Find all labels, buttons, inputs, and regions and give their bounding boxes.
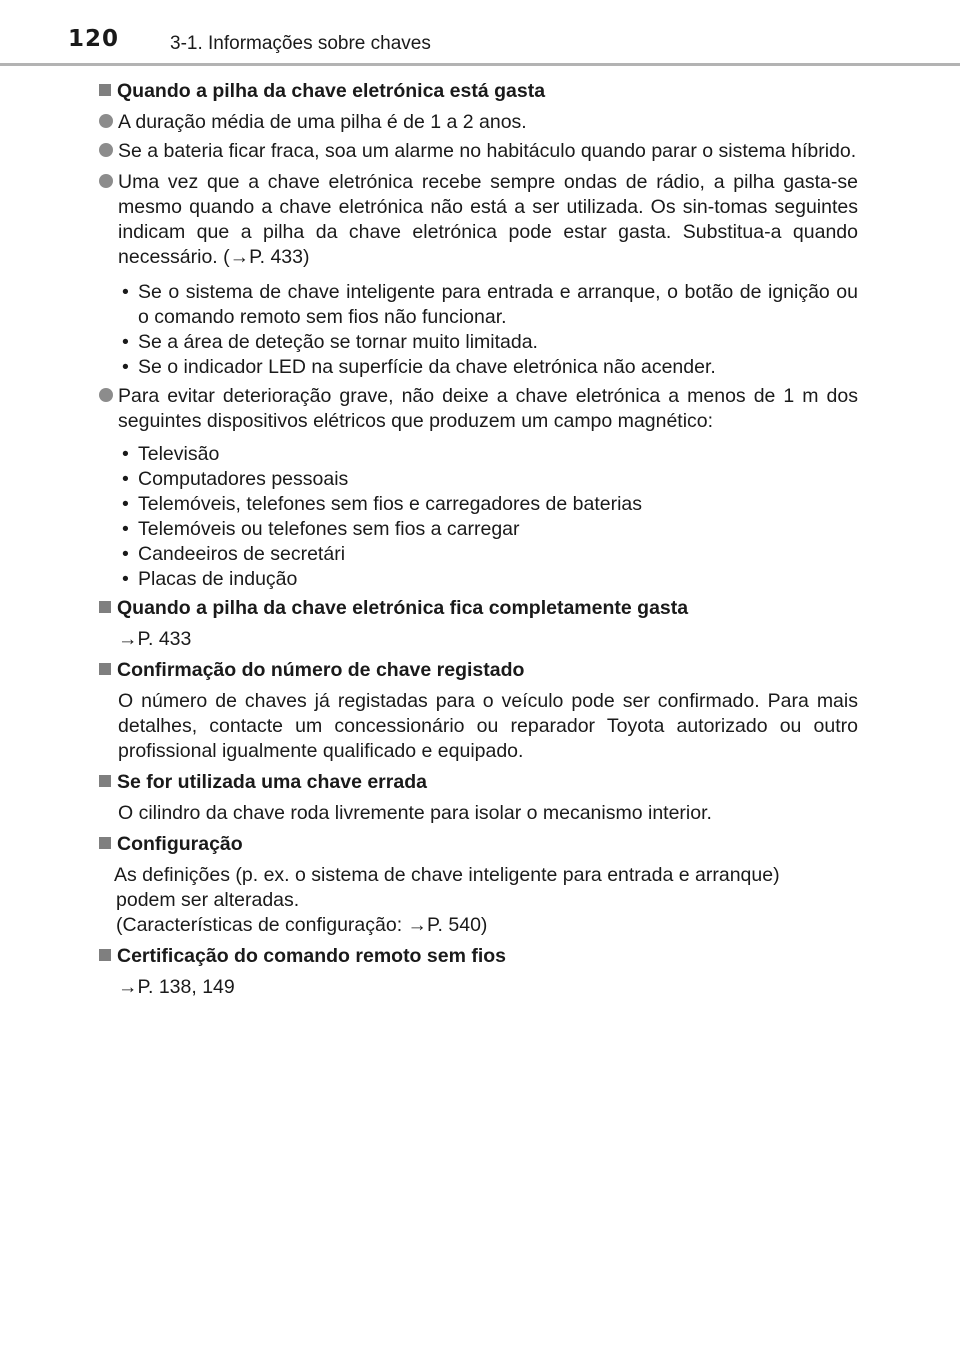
section-heading: Se for utilizada uma chave errada: [98, 770, 858, 795]
list-item: • Se o indicador LED na superfície da chave eletrónica não acender.: [118, 355, 858, 380]
section-battery-depleted: [98, 79, 858, 592]
section-heading: Quando a pilha da chave eletrónica está gasta: [98, 79, 858, 104]
device-list: [118, 442, 858, 592]
bullet-item: Se a bateria ficar fraca, soa um alarme no habitáculo quando parar o sistema híbrido.: [98, 139, 858, 164]
section-heading: Certificação do comando remoto sem fios: [98, 944, 858, 969]
page-reference: →P. 433: [118, 628, 192, 650]
list-item: • Televisão: [118, 442, 858, 467]
square-bullet-icon: [99, 84, 111, 96]
header-divider: [0, 63, 960, 66]
list-item: • Se o sistema de chave inteligente para entrada e arranque, o botão de ignição ou o comando remoto sem fios não funcionar.: [118, 280, 858, 330]
list-item: • Telemóveis, telefones sem fios e carregadores de baterias: [118, 492, 858, 517]
square-bullet-icon: [99, 949, 111, 961]
square-bullet-icon: [99, 775, 111, 787]
section-heading: Confirmação do número de chave registado: [98, 658, 858, 683]
page-reference: →P. 138, 149: [118, 976, 235, 998]
paragraph: As definições (p. ex. o sistema de chave inteligente para entrada e arranque) podem ser alteradas. (Características de configuração: →P. 540): [114, 864, 780, 936]
section-configuration: [98, 832, 858, 938]
list-item: • Placas de indução: [118, 567, 858, 592]
page-number: 120: [68, 26, 120, 52]
symptom-list: [118, 280, 858, 380]
section-fully-depleted: [98, 596, 858, 652]
page-header: [0, 0, 960, 70]
section-heading: Quando a pilha da chave eletrónica fica completamente gasta: [98, 596, 858, 621]
section-title: 3-1. Informações sobre chaves: [170, 33, 431, 54]
bullet-item: A duração média de uma pilha é de 1 a 2 anos.: [98, 110, 858, 135]
paragraph: O número de chaves já registadas para o veículo pode ser confirmado. Para mais detalhes, contacte um concessionário ou reparador Toyota autorizado ou outro profissional igualmente qualificado e equipado.: [118, 690, 858, 762]
bullet-item: Para evitar deterioração grave, não deixe a chave eletrónica a menos de 1 m dos seguintes dispositivos elétricos que produzem um campo magnético:: [98, 384, 858, 434]
list-item: • Telemóveis ou telefones sem fios a carregar: [118, 517, 858, 542]
list-item: • Candeeiros de secretári: [118, 542, 858, 567]
section-heading: Configuração: [98, 832, 858, 857]
bullet-item: Uma vez que a chave eletrónica recebe sempre ondas de rádio, a pilha gasta-se mesmo quando a chave eletrónica não está a ser utilizada. Os sin-tomas seguintes indicam que a pilha da chave eletrónica pode estar gasta. Substitua-a quando necessário. (→P. 433): [98, 170, 858, 270]
list-item: • Se a área de deteção se tornar muito limitada.: [118, 330, 858, 355]
section-certification: [98, 944, 858, 1000]
round-bullet-icon: [99, 174, 113, 188]
section-wrong-key: [98, 770, 858, 826]
list-item: • Computadores pessoais: [118, 467, 858, 492]
round-bullet-icon: [99, 114, 113, 128]
paragraph: O cilindro da chave roda livremente para isolar o mecanismo interior.: [118, 802, 712, 824]
square-bullet-icon: [99, 601, 111, 613]
square-bullet-icon: [99, 837, 111, 849]
round-bullet-icon: [99, 143, 113, 157]
page-content: [98, 79, 858, 1006]
section-key-number: [98, 658, 858, 764]
square-bullet-icon: [99, 663, 111, 675]
round-bullet-icon: [99, 388, 113, 402]
